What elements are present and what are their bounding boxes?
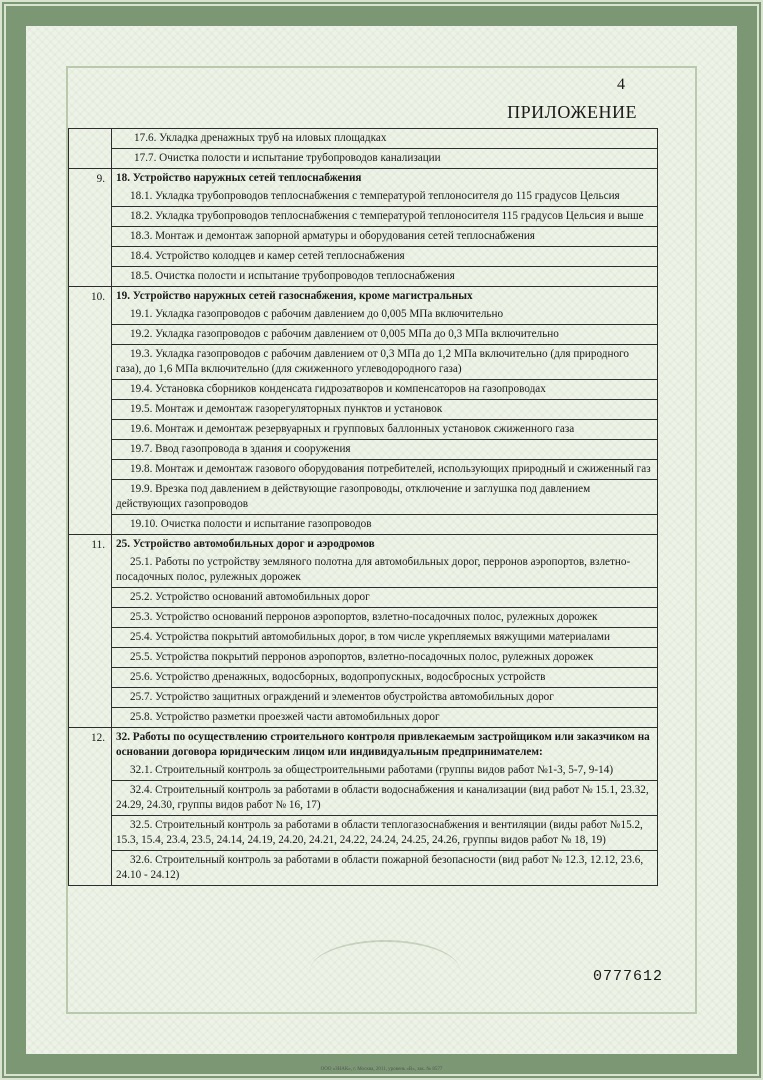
section-heading: 25. Устройство автомобильных дорог и аэродромов <box>116 538 375 550</box>
section-heading: 18. Устройство наружных сетей теплоснабжения <box>116 172 362 184</box>
row-content <box>112 169 658 287</box>
list-item: 19.4. Установка сборников конденсата гидрозатворов и компенсаторов на газопроводах <box>112 380 657 400</box>
list-item: 19.9. Врезка под давлением в действующие газопроводы, отключение и заглушка под давлением действующих газопроводов <box>112 480 657 515</box>
list-item: 25.8. Устройство разметки проезжей части автомобильных дорог <box>130 711 440 723</box>
table-row <box>69 169 658 287</box>
row-content <box>112 535 658 728</box>
list-item: 32.1. Строительный контроль за общестроительными работами (группы видов работ №1-3, 5-7, 9-14) <box>112 761 657 781</box>
list-item: 19.1. Укладка газопроводов с рабочим давлением до 0,005 МПа включительно <box>112 305 657 325</box>
row-number: 12. <box>69 728 112 886</box>
page-number: 4 <box>617 76 625 93</box>
table-row <box>69 287 658 535</box>
works-table <box>68 128 658 886</box>
list-item: 32.5. Строительный контроль за работами в области теплогазоснабжения и вентиляции (виды работ №15.2, 15.3, 15.4, 23.4, 23.5, 24.14, 24.19, 24.20, 24.21, 24.22, 24.24, 24.25, 24.26, группы видов работ № 18, 19) <box>112 816 657 851</box>
list-item: 17.7. Очистка полости и испытание трубопроводов канализации <box>134 152 441 164</box>
list-item: 19.6. Монтаж и демонтаж резервуарных и групповых баллонных установок сжиженного газа <box>112 420 657 440</box>
table-row <box>69 535 658 728</box>
list-item: 19.10. Очистка полости и испытание газопроводов <box>130 518 372 530</box>
list-item: 19.8. Монтаж и демонтаж газового оборудования потребителей, использующих природный и сжиженный газ <box>112 460 657 480</box>
section-heading: 19. Устройство наружных сетей газоснабжения, кроме магистральных <box>116 290 473 302</box>
row-content <box>112 129 658 169</box>
serial-number: 0777612 <box>592 968 663 985</box>
list-item: 25.2. Устройство оснований автомобильных дорог <box>112 588 657 608</box>
list-item: 25.3. Устройство оснований перронов аэропортов, взлетно-посадочных полос, рулежных дорожек <box>112 608 657 628</box>
list-item: 25.1. Работы по устройству земляного полотна для автомобильных дорог, перронов аэропортов, взлетно-посадочных полос, рулежных дорожек <box>112 553 657 588</box>
printer-line: ООО «ЗНАК», г. Москва, 2011, уровень «В», зак. № 8577 <box>320 1067 443 1072</box>
row-number: 11. <box>69 535 112 728</box>
list-item: 25.6. Устройство дренажных, водосборных, водопропускных, водосбросных устройств <box>112 668 657 688</box>
list-item: 19.3. Укладка газопроводов с рабочим давлением от 0,3 МПа до 1,2 МПа включительно (для природного газа), до 1,6 МПа включительно (для сжиженного углеводородного газа) <box>112 345 657 380</box>
list-item: 18.2. Укладка трубопроводов теплоснабжения с температурой теплоносителя 115 градусов Цельсия и выше <box>112 207 657 227</box>
list-item: 19.5. Монтаж и демонтаж газорегуляторных пунктов и установок <box>112 400 657 420</box>
list-item: 18.1. Укладка трубопроводов теплоснабжения с температурой теплоносителя до 115 градусов Цельсия <box>112 187 657 207</box>
list-item: 25.5. Устройства покрытий перронов аэропортов, взлетно-посадочных полос, рулежных дорожек <box>112 648 657 668</box>
list-item: 32.6. Строительный контроль за работами в области пожарной безопасности (вид работ № 12.3, 12.12, 23.6, 24.10 - 24.12) <box>116 854 644 881</box>
row-number: 9. <box>69 169 112 287</box>
row-content <box>112 287 658 535</box>
list-item: 18.4. Устройство колодцев и камер сетей теплоснабжения <box>112 247 657 267</box>
table-row <box>69 129 658 169</box>
section-heading: 32. Работы по осуществлению строительного контроля привлекаемым застройщиком или заказчиком на основании договора юридическим лицом или индивидуальным предпринимателем: <box>116 731 650 758</box>
row-content <box>112 728 658 886</box>
table-row <box>69 728 658 886</box>
list-item: 32.4. Строительный контроль за работами в области водоснабжения и канализации (вид работ № 15.1, 23.32, 24.29, 24.30, группы видов работ № 16, 17) <box>112 781 657 816</box>
list-item: 18.3. Монтаж и демонтаж запорной арматуры и оборудования сетей теплоснабжения <box>112 227 657 247</box>
appendix-title: ПРИЛОЖЕНИЕ <box>507 102 637 122</box>
list-item: 18.5. Очистка полости и испытание трубопроводов теплоснабжения <box>130 270 455 282</box>
row-number: 10. <box>69 287 112 535</box>
list-item: 19.7. Ввод газопровода в здания и сооружения <box>112 440 657 460</box>
list-item: 17.6. Укладка дренажных труб на иловых площадках <box>112 129 657 149</box>
list-item: 19.2. Укладка газопроводов с рабочим давлением от 0,005 МПа до 0,3 МПа включительно <box>112 325 657 345</box>
list-item: 25.7. Устройство защитных ограждений и элементов обустройства автомобильных дорог <box>112 688 657 708</box>
row-number <box>69 129 112 169</box>
list-item: 25.4. Устройства покрытий автомобильных дорог, в том числе укрепляемых вяжущими материалами <box>112 628 657 648</box>
